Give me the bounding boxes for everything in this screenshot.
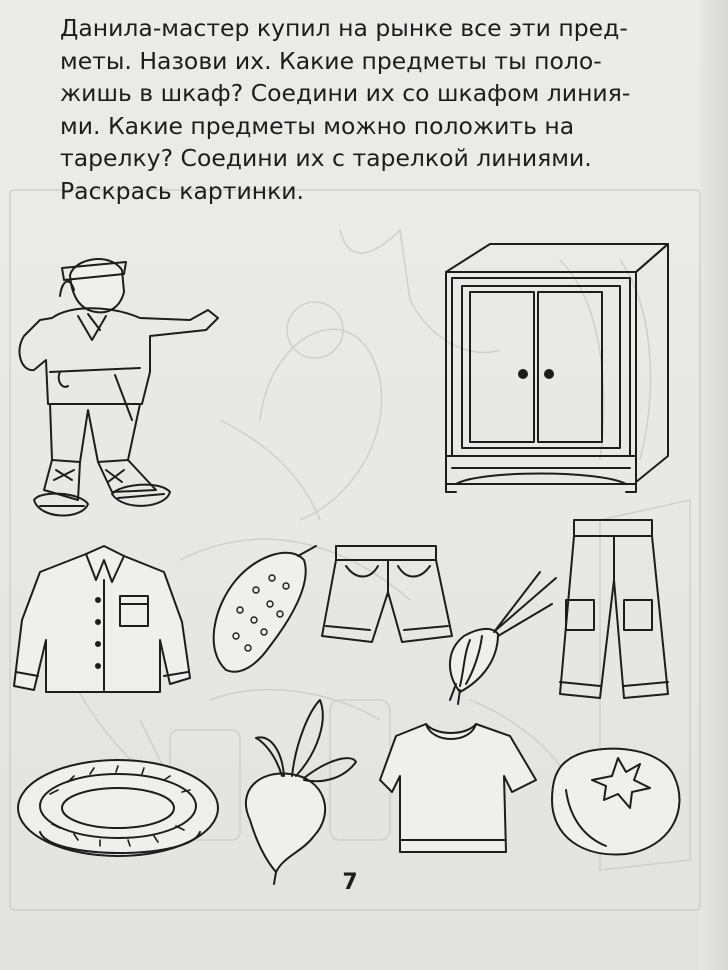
task-line: Данила-мастер купил на рынке все эти пред- (60, 14, 628, 42)
beet (246, 700, 356, 884)
wardrobe (446, 244, 668, 492)
onion (450, 572, 556, 704)
trousers (560, 520, 668, 698)
task-line: ми. Какие предметы можно положить на (60, 111, 575, 140)
t-shirt (380, 724, 536, 852)
plate (18, 760, 218, 856)
task-line: жишь в шкаф? Соедини их со шкафом линия- (60, 79, 631, 108)
task-line: тарелку? Соедини их с тарелкой линиями. (60, 144, 592, 173)
cucumber (214, 546, 316, 672)
tomato (552, 749, 679, 855)
task-line: Раскрась картинки. (60, 176, 305, 205)
shirt (14, 546, 190, 692)
shorts (322, 546, 452, 642)
page-number: 7 (342, 870, 358, 895)
task-line: меты. Назови их. Какие предметы ты поло- (60, 46, 602, 75)
danila-figure (19, 259, 218, 515)
